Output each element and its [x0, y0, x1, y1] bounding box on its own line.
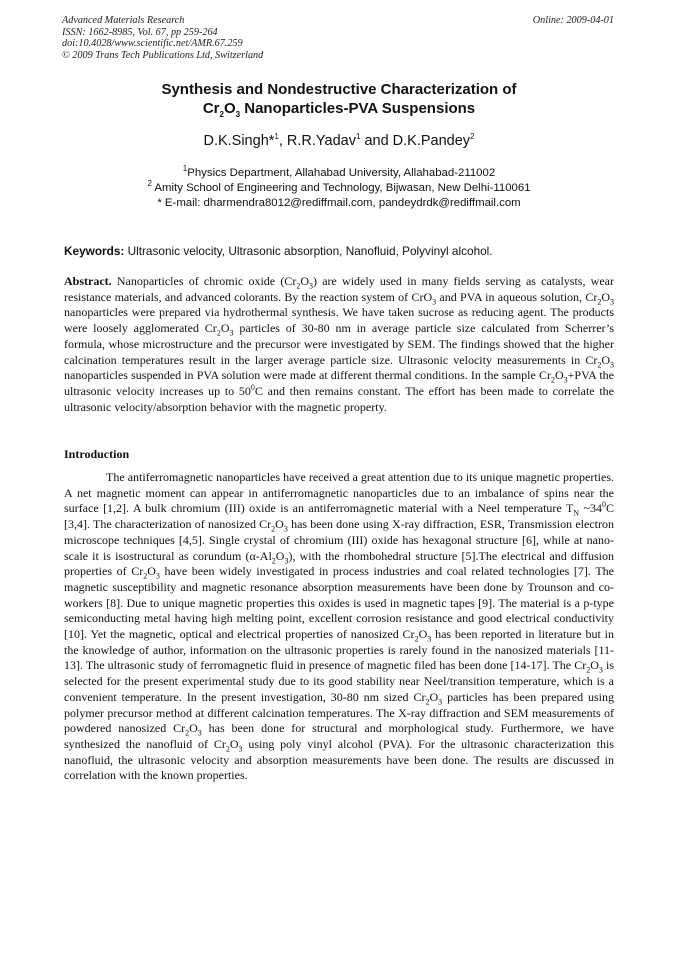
keywords-label: Keywords: — [64, 244, 125, 258]
abstract: Abstract. Nanoparticles of chromic oxide $(Cr_2O_3)$ are widely used in many fields serving as catalysts, wear resistance materials, and advanced colorants. By the reaction system of CrO$_3$ and PVA in aqueous solution, $Cr_2O_3$ nanoparticles were prepared via hydrothermal synthesis. We have taken sucrose as reducing agent. The products were loosely agglomerated $Cr_2O_3$ particles of 30-80 nm in average particle size calculated from Scherrer’s formula, whose microstructure and the precursor were investigated by SEM. The findings showed that the higher calcination temperatures result in the larger average particle size. Ultrasonic velocity measurements in $Cr_2O_3$ nanoparticles suspended in PVA solution were made at different thermal conditions. In the sample $Cr_2O_3+PVA$ the ultrasonic velocity increases up to $50^0C$ and then remains constant. The effort has been made to correlate the ultrasonic velocity/absorption behavior with the magnetic property. — [64, 274, 615, 414]
journal-header — [62, 15, 614, 61]
section-heading-introduction: Introduction — [64, 447, 130, 461]
title-line-2: $Cr_2O_3$ Nanoparticles-PVA Suspensions — [202, 100, 476, 119]
affiliation-2: $^2$ Amity School of Engineering and Technology, Bijwasan, New Delhi-110061 — [147, 179, 531, 194]
keywords-text: Ultrasonic velocity, Ultrasonic absorption, Nanofluid, Polyvinyl alcohol. — [124, 244, 493, 258]
contact-email: * E-mail: dharmendra8012@rediffmail.com, pandeydrdk@rediffmail.com — [157, 197, 521, 209]
issn-line: ISSN: 1662-8985, Vol. 67, pp 259-264 — [62, 26, 218, 38]
paper-title — [0, 80, 678, 118]
online-date: Online: 2009-04-01 — [532, 15, 614, 26]
keywords — [64, 244, 614, 258]
introduction-paragraph: The antiferromagnetic nanoparticles have received a great attention due to its unique magnetic properties. A net magnetic moment can appear in antiferromagnetic nanoparticles due to an imbalance of spins near the surface [1,2]. A bulk chromium (III) oxide is an antiferromagnetic material with a Neel temperature $T_N$ $\sim 34^0C$ [3,4]. The characterization of nanosized $Cr_2O_3$ has been done using X-ray diffraction, ESR, Transmission electron microscope techniques [4,5]. Single crystal of chromium (III) oxide has hexagonal structure [6], while at nano-scale it is isostructural as corundum $(\alpha-Al_2O_3)$, with the rhombohedral structure [5].The electrical and diffusion properties of $Cr_2O_3$ have been widely investigated in process industries and coal related technologies [7]. The magnetic susceptibility and magnetic resonance absorption measurements have been done by Trounson and co-workers [8]. Due to unique magnetic properties this oxides is used in magnetic tapes [9]. The material is a p-type semiconducting metal having high melting point, excellent corrosion resistance and good electrical conductivity [10]. Yet the magnetic, optical and electrical properties of nanosized $Cr_2O_3$ has been reported in literature but in the knowledge of author, information on the ultrasonic properties is rarely found in the nanosized materials [11-13]. The ultrasonic study of ferromagnetic fluid in presence of magnetic filed has been done [14-17]. The $Cr_2O_3$ is selected for the present experimental study due to its good stability near Neel/transition temperature, which is a convenient temperature. In the present investigation, 30-80 nm sized $Cr_2O_3$ particles has been prepared using polymer precursor method at different calcination temperatures. The X-ray diffraction and SEM measurements of powdered nanosized $Cr_2O_3$ has been done for structural and morphological study. Furthermore, we have synthesized the nanofluid of $Cr_2O_3$ using poly vinyl alcohol (PVA). For the ultrasonic characterization this nanofluid, the ultrasonic velocity and absorption measurements have been done. The results are discussed in correlation with the known properties. — [64, 470, 615, 783]
affiliations — [0, 166, 678, 211]
affiliation-1: $^1$Physics Department, Allahabad University, Allahabad-211002 — [182, 164, 496, 179]
copyright-line: © 2009 Trans Tech Publications Ltd, Switzerland — [62, 49, 264, 61]
doi-line: doi:10.4028/www.scientific.net/AMR.67.259 — [62, 38, 243, 50]
title-line-1: Synthesis and Nondestructive Characterization of — [161, 81, 517, 98]
author-list: D.K.Singh*$^1$, R.R.Yadav$^1$ and D.K.Pandey$^2$ — [203, 132, 475, 149]
abstract-label: Abstract. — [64, 274, 112, 288]
journal-name: Advanced Materials Research — [62, 15, 185, 26]
